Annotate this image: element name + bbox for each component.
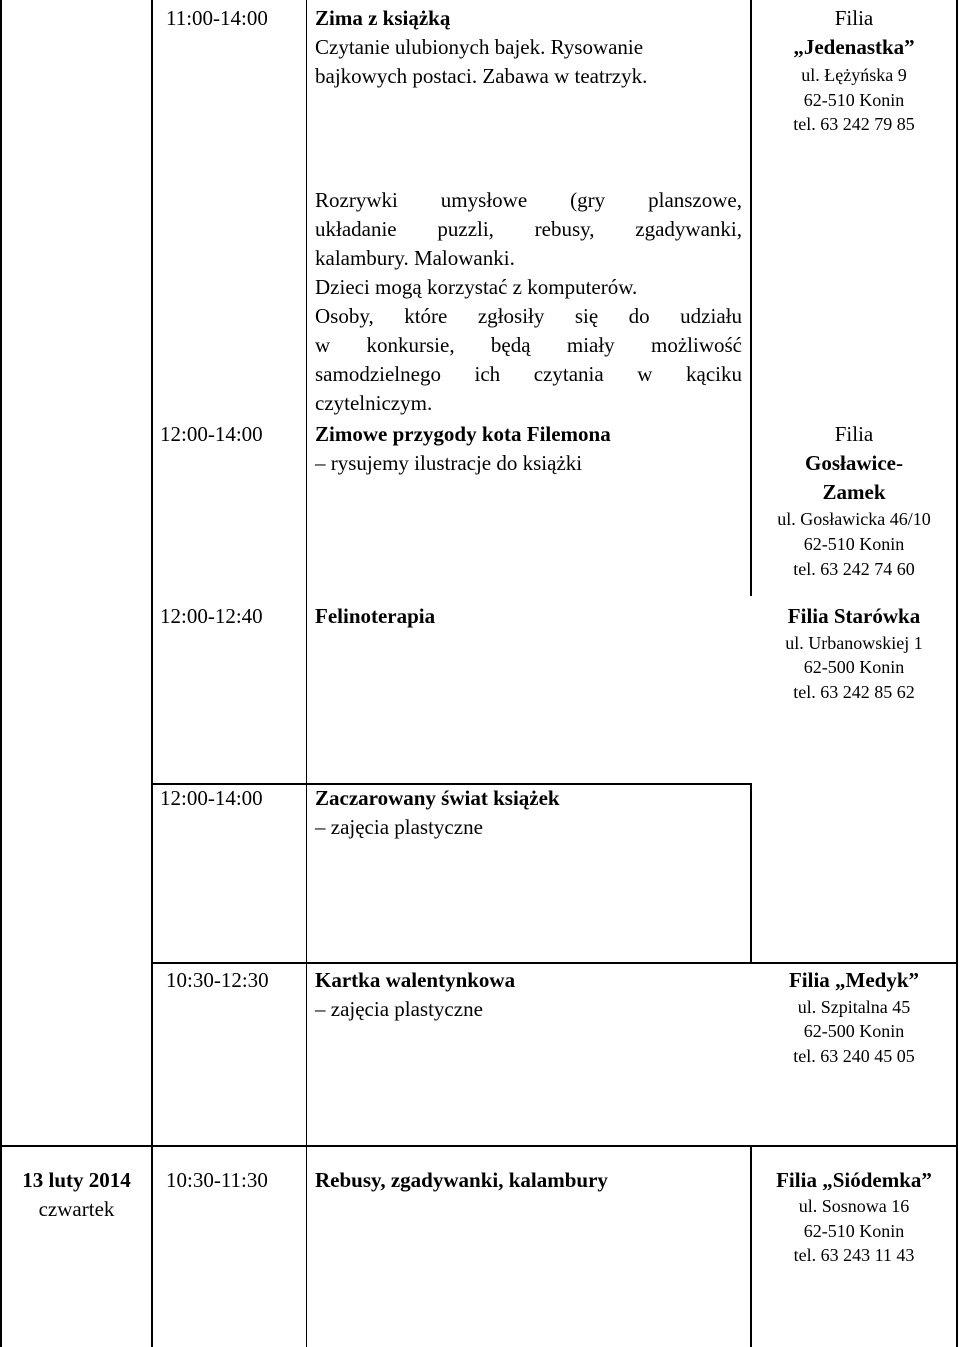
branch-name-line2: Gosławice- — [805, 451, 903, 475]
branch-street: ul. Łężyńska 9 — [801, 65, 907, 85]
event-time: 12:00-14:00 — [160, 422, 263, 446]
branch-phone: tel. 63 243 11 43 — [793, 1245, 915, 1265]
description-line: w konkursie, będą miały możliwość — [315, 333, 742, 357]
horizontal-line-2 — [151, 962, 958, 964]
event-time: 10:30-11:30 — [166, 1168, 268, 1192]
branch-street: ul. Gosławicka 46/10 — [777, 509, 931, 529]
event-title: Felinoterapia — [315, 604, 436, 628]
event-description-line: Czytanie ulubionych bajek. Rysowanie — [315, 35, 644, 59]
branch-postal: 62-510 Konin — [803, 534, 905, 554]
branch-postal: 62-510 Konin — [803, 1221, 905, 1241]
event-time: 12:00-12:40 — [160, 604, 263, 628]
branch-name: Filia „Medyk” — [788, 968, 920, 992]
event-title: Zaczarowany świat książek — [315, 786, 560, 810]
branch-phone: tel. 63 240 45 05 — [793, 1046, 915, 1066]
event-time: 12:00-14:00 — [160, 786, 263, 810]
description-line: Rozrywki umysłowe (gry planszowe, — [315, 188, 742, 212]
event-time: 10:30-12:30 — [166, 968, 269, 992]
description-line: samodzielnego ich czytania w kąciku — [315, 362, 742, 386]
branch-phone: tel. 63 242 79 85 — [793, 114, 915, 134]
branch-phone: tel. 63 242 85 62 — [793, 682, 915, 702]
event-time: 11:00-14:00 — [166, 6, 268, 30]
branch-postal: 62-510 Konin — [803, 90, 905, 110]
description-line: Osoby, które zgłosiły się do udziału — [315, 304, 742, 328]
description-line: Dzieci mogą korzystać z komputerów. — [315, 275, 638, 299]
event-title: Kartka walentynkowa — [315, 968, 516, 992]
horizontal-line-3 — [0, 1145, 958, 1147]
branch-name-line2: „Jedenastka” — [793, 35, 915, 59]
event-subtitle: – rysujemy ilustracje do książki — [315, 451, 583, 475]
event-description-block — [315, 186, 742, 418]
branch-street: ul. Sosnowa 16 — [798, 1196, 910, 1216]
branch-phone: tel. 63 242 74 60 — [793, 559, 915, 579]
branch-street: ul. Urbanowskiej 1 — [785, 633, 923, 653]
event-description-line: bajkowych postaci. Zabawa w teatrzyk. — [315, 64, 648, 88]
description-line: kalambury. Malowanki. — [315, 246, 515, 270]
event-subtitle: – zajęcia plastyczne — [315, 815, 483, 839]
branch-name-line3: Zamek — [822, 480, 886, 504]
event-title: Rebusy, zgadywanki, kalambury — [315, 1168, 608, 1192]
branch-name: Filia Starówka — [787, 604, 921, 628]
branch-postal: 62-500 Konin — [803, 1021, 905, 1041]
vertical-line-branch-b — [750, 783, 752, 962]
event-title: Zima z książką — [315, 6, 451, 30]
event-date: 13 luty 2014 — [22, 1168, 131, 1192]
branch-postal: 62-500 Konin — [803, 657, 905, 677]
branch-name: Filia — [834, 6, 874, 30]
description-line: układanie puzzli, rebusy, zgadywanki, — [315, 217, 742, 241]
branch-street: ul. Szpitalna 45 — [797, 997, 911, 1017]
event-subtitle: – zajęcia plastyczne — [315, 997, 483, 1021]
branch-name: Filia — [834, 422, 874, 446]
description-line: czytelniczym. — [315, 391, 433, 415]
event-title: Zimowe przygody kota Filemona — [315, 422, 611, 446]
event-weekday: czwartek — [38, 1197, 115, 1221]
branch-name: Filia „Siódemka” — [776, 1168, 932, 1192]
